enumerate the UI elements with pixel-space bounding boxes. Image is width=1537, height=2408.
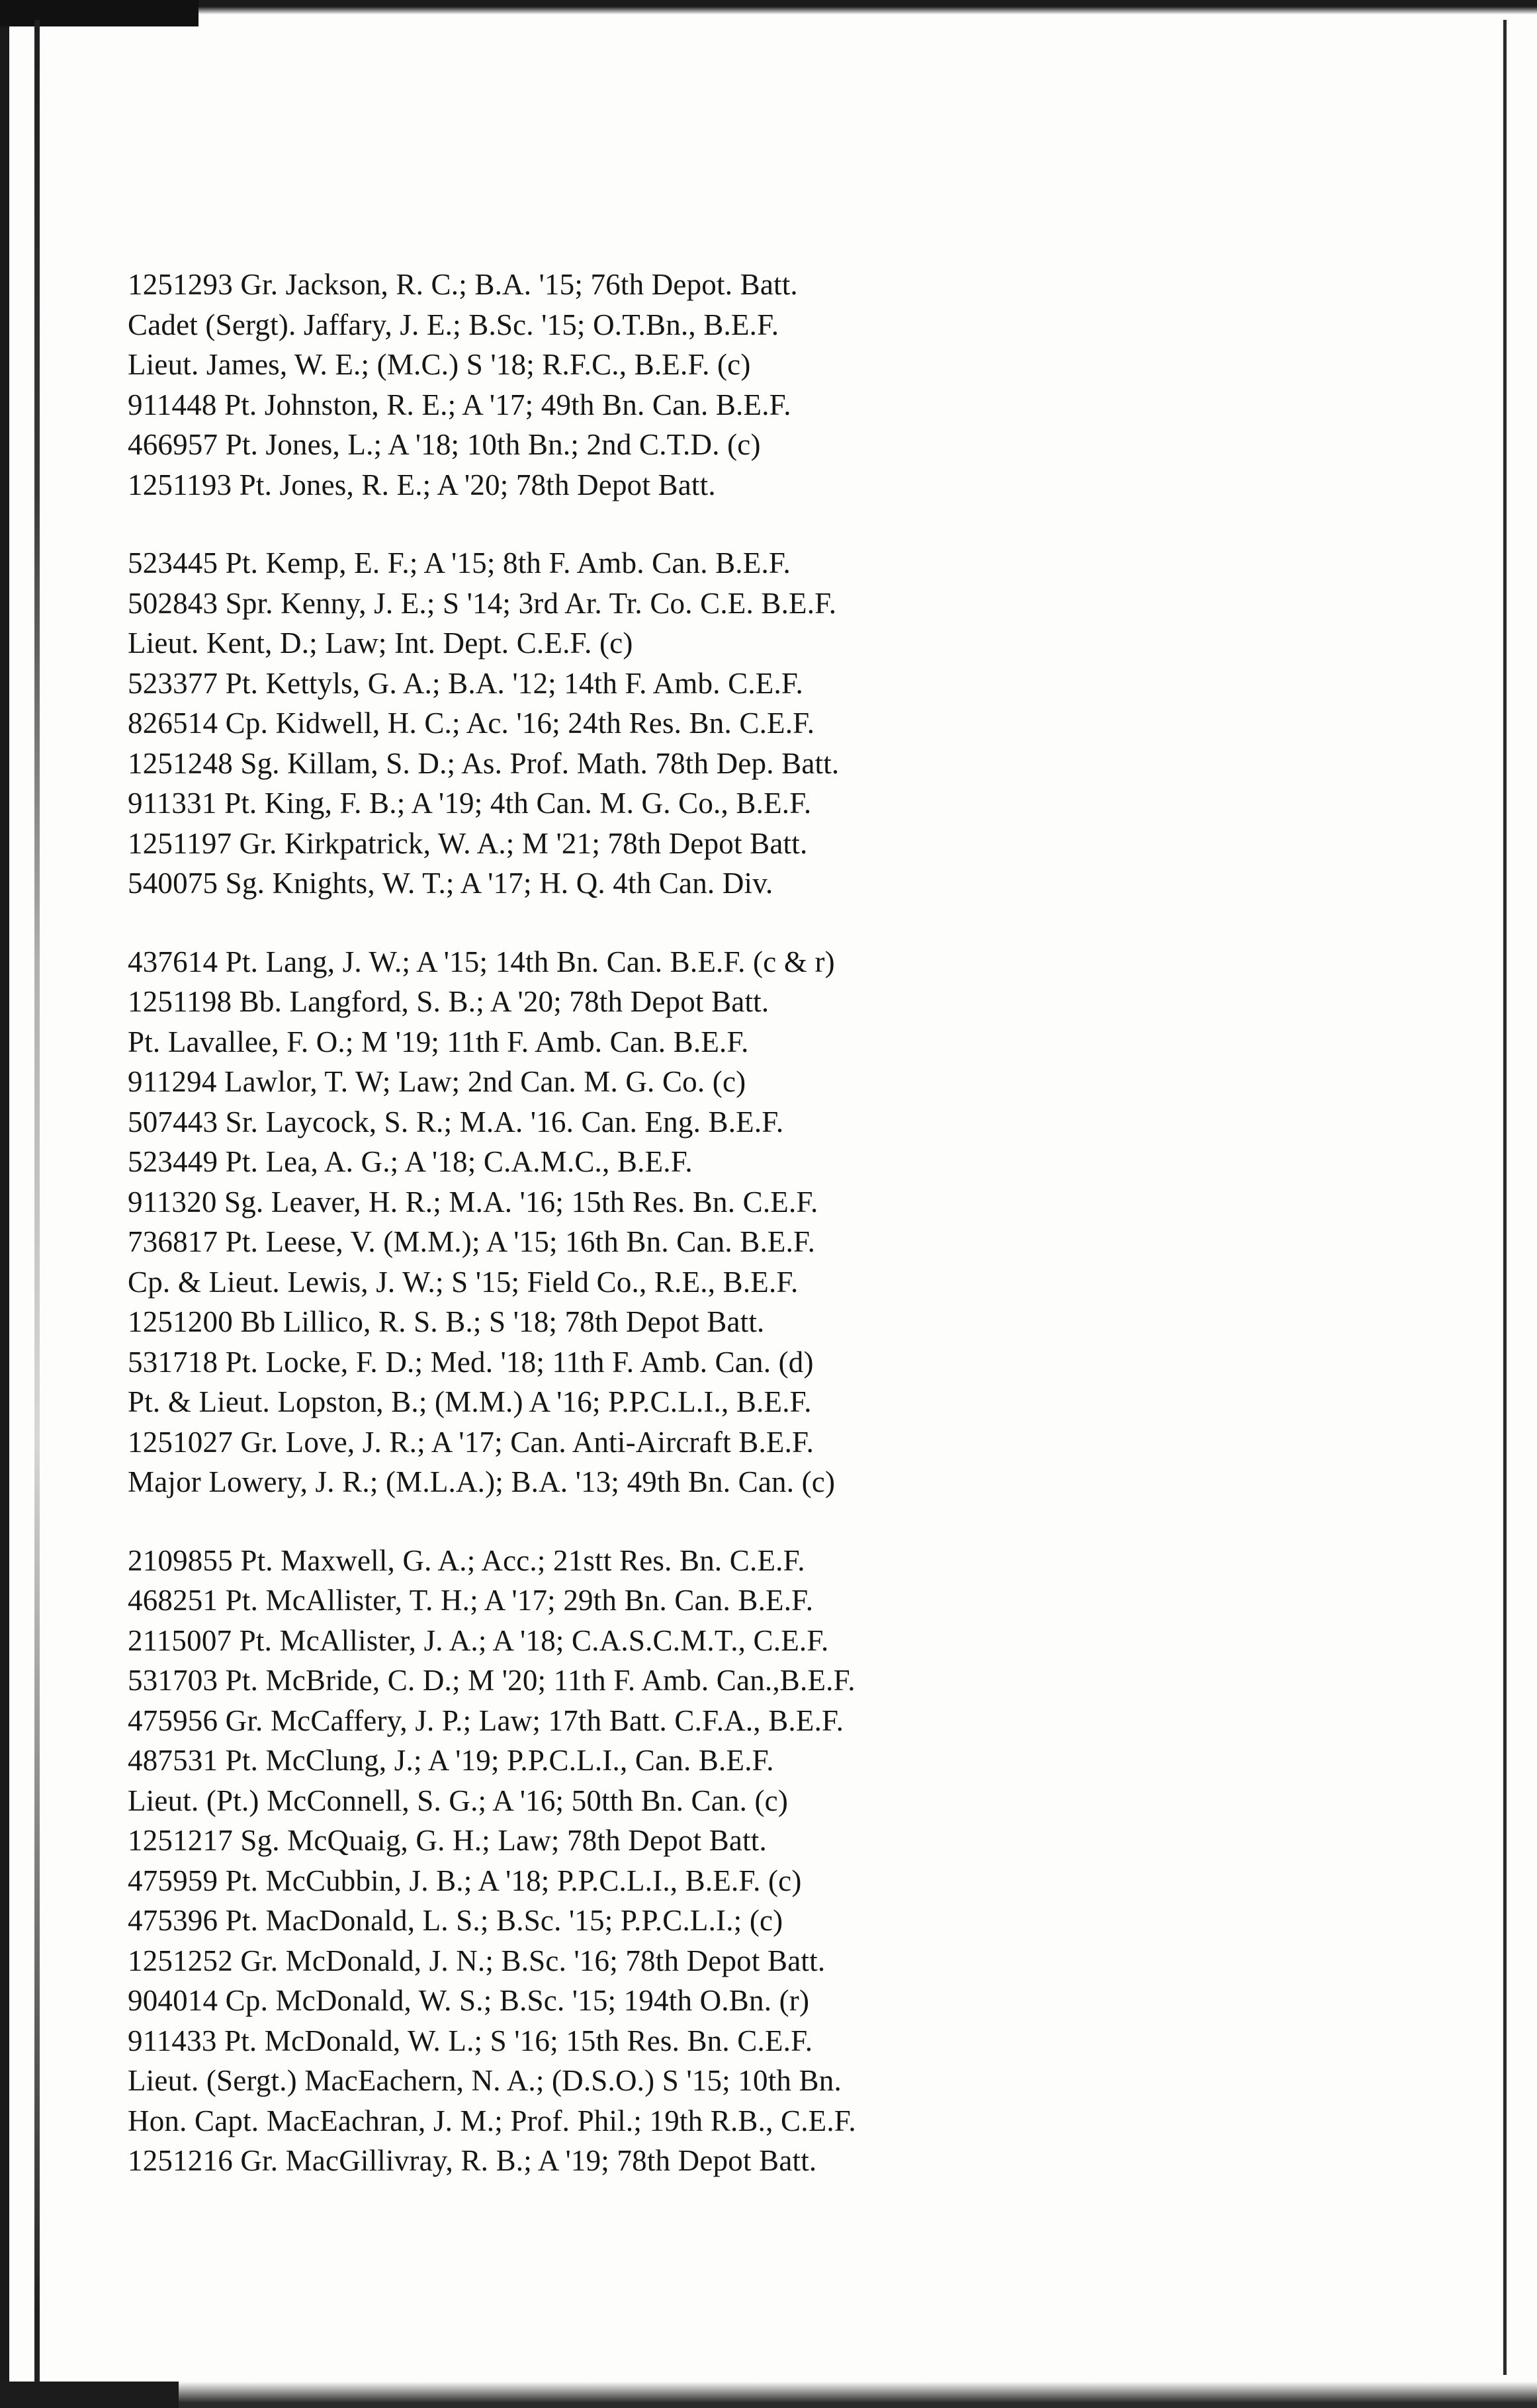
list-entry: 911320 Sg. Leaver, H. R.; M.A. '16; 15th Res. Bn. C.E.F. [128, 1185, 818, 1219]
list-entry: 475956 Gr. McCaffery, J. P.; Law; 17th Batt. C.F.A., B.E.F. [128, 1703, 844, 1737]
list-entry: 911331 Pt. King, F. B.; A '19; 4th Can. M. G. Co., B.E.F. [128, 787, 812, 820]
list-entry: 475396 Pt. MacDonald, L. S.; B.Sc. '15; P.P.C.L.I.; (c) [128, 1904, 783, 1937]
list-entry: Lieut. (Pt.) McConnell, S. G.; A '16; 50tth Bn. Can. (c) [128, 1784, 789, 1817]
list-entry: 540075 Sg. Knights, W. T.; A '17; H. Q. 4th Can. Div. [128, 867, 773, 900]
list-entry: Lieut. (Sergt.) MacEachern, N. A.; (D.S.O.) S '15; 10th Bn. [128, 2064, 842, 2097]
scan-corner-bottom-left [0, 2382, 179, 2408]
list-entry: 1251252 Gr. McDonald, J. N.; B.Sc. '16; 78th Depot Batt. [128, 1944, 826, 1977]
list-entry: Pt. & Lieut. Lopston, B.; (M.M.) A '16; P.P.C.L.I., B.E.F. [128, 1385, 812, 1418]
entry-group-l [128, 942, 1186, 1502]
list-entry: Pt. Lavallee, F. O.; M '19; 11th F. Amb. Can. B.E.F. [128, 1025, 749, 1058]
list-entry: Cp. & Lieut. Lewis, J. W.; S '15; Field Co., R.E., B.E.F. [128, 1265, 799, 1299]
list-entry: 523445 Pt. Kemp, E. F.; A '15; 8th F. Amb. Can. B.E.F. [128, 546, 791, 580]
list-entry: 911294 Lawlor, T. W; Law; 2nd Can. M. G. Co. (c) [128, 1065, 746, 1098]
list-entry: 437614 Pt. Lang, J. W.; A '15; 14th Bn. Can. B.E.F. (c & r) [128, 945, 835, 978]
list-entry: 1251293 Gr. Jackson, R. C.; B.A. '15; 76th Depot. Batt. [128, 268, 798, 301]
list-entry: 487531 Pt. McClung, J.; A '19; P.P.C.L.I., Can. B.E.F. [128, 1744, 774, 1777]
list-entry: 736817 Pt. Leese, V. (M.M.); A '15; 16th Bn. Can. B.E.F. [128, 1225, 816, 1258]
page-edge-left [34, 20, 40, 2382]
scan-border-top [0, 0, 1537, 15]
list-entry: 502843 Spr. Kenny, J. E.; S '14; 3rd Ar. Tr. Co. C.E. B.E.F. [128, 586, 837, 620]
list-entry: 1251200 Bb Lillico, R. S. B.; S '18; 78th Depot Batt. [128, 1305, 765, 1338]
list-entry: Cadet (Sergt). Jaffary, J. E.; B.Sc. '15; O.T.Bn., B.E.F. [128, 308, 779, 341]
list-entry: Lieut. James, W. E.; (M.C.) S '18; R.F.C., B.E.F. (c) [128, 348, 751, 381]
list-entry: 523377 Pt. Kettyls, G. A.; B.A. '12; 14th F. Amb. C.E.F. [128, 666, 803, 700]
list-entry: 1251216 Gr. MacGillivray, R. B.; A '19; 78th Depot Batt. [128, 2144, 817, 2177]
list-entry: 468251 Pt. McAllister, T. H.; A '17; 29th Bn. Can. B.E.F. [128, 1584, 814, 1617]
list-entry: 1251197 Gr. Kirkpatrick, W. A.; M '21; 78th Depot Batt. [128, 826, 808, 860]
list-entry: 1251193 Pt. Jones, R. E.; A '20; 78th Depot Batt. [128, 468, 716, 501]
list-entry: 1251027 Gr. Love, J. R.; A '17; Can. Anti-Aircraft B.E.F. [128, 1425, 814, 1459]
entry-group-m [128, 1541, 1186, 2181]
list-entry: 826514 Cp. Kidwell, H. C.; Ac. '16; 24th Res. Bn. C.E.F. [128, 707, 815, 740]
list-entry: Lieut. Kent, D.; Law; Int. Dept. C.E.F. (c) [128, 626, 633, 660]
list-entry: 531718 Pt. Locke, F. D.; Med. '18; 11th F. Amb. Can. (d) [128, 1345, 814, 1379]
list-entry: 904014 Cp. McDonald, W. S.; B.Sc. '15; 194th O.Bn. (r) [128, 1984, 810, 2017]
list-entry: 531703 Pt. McBride, C. D.; M '20; 11th F. Amb. Can.,B.E.F. [128, 1664, 856, 1697]
list-entry: 2115007 Pt. McAllister, J. A.; A '18; C.A.S.C.M.T., C.E.F. [128, 1623, 829, 1657]
page-edge-right [1503, 20, 1507, 2375]
list-entry: 507443 Sr. Laycock, S. R.; M.A. '16. Can. Eng. B.E.F. [128, 1105, 784, 1139]
list-entry: 1251198 Bb. Langford, S. B.; A '20; 78th Depot Batt. [128, 985, 769, 1018]
roll-list [128, 265, 1186, 2181]
list-entry: Major Lowery, J. R.; (M.L.A.); B.A. '13; 49th Bn. Can. (c) [128, 1465, 836, 1498]
scan-corner-top-left [0, 0, 198, 26]
scan-border-bottom [0, 2382, 1537, 2408]
list-entry: Hon. Capt. MacEachran, J. M.; Prof. Phil.; 19th R.B., C.E.F. [128, 2104, 856, 2137]
list-entry: 2109855 Pt. Maxwell, G. A.; Acc.; 21stt Res. Bn. C.E.F. [128, 1543, 805, 1577]
scan-border-left [0, 0, 9, 2408]
list-entry: 1251217 Sg. McQuaig, G. H.; Law; 78th Depot Batt. [128, 1824, 767, 1857]
entry-group-k [128, 543, 1186, 904]
entry-group-j [128, 265, 1186, 505]
list-entry: 466957 Pt. Jones, L.; A '18; 10th Bn.; 2nd C.T.D. (c) [128, 428, 761, 461]
list-entry: 475959 Pt. McCubbin, J. B.; A '18; P.P.C.L.I., B.E.F. (c) [128, 1864, 802, 1897]
list-entry: 1251248 Sg. Killam, S. D.; As. Prof. Math. 78th Dep. Batt. [128, 746, 840, 780]
list-entry: 911433 Pt. McDonald, W. L.; S '16; 15th Res. Bn. C.E.F. [128, 2024, 813, 2057]
list-entry: 911448 Pt. Johnston, R. E.; A '17; 49th Bn. Can. B.E.F. [128, 388, 791, 421]
list-entry: 523449 Pt. Lea, A. G.; A '18; C.A.M.C., B.E.F. [128, 1145, 693, 1178]
